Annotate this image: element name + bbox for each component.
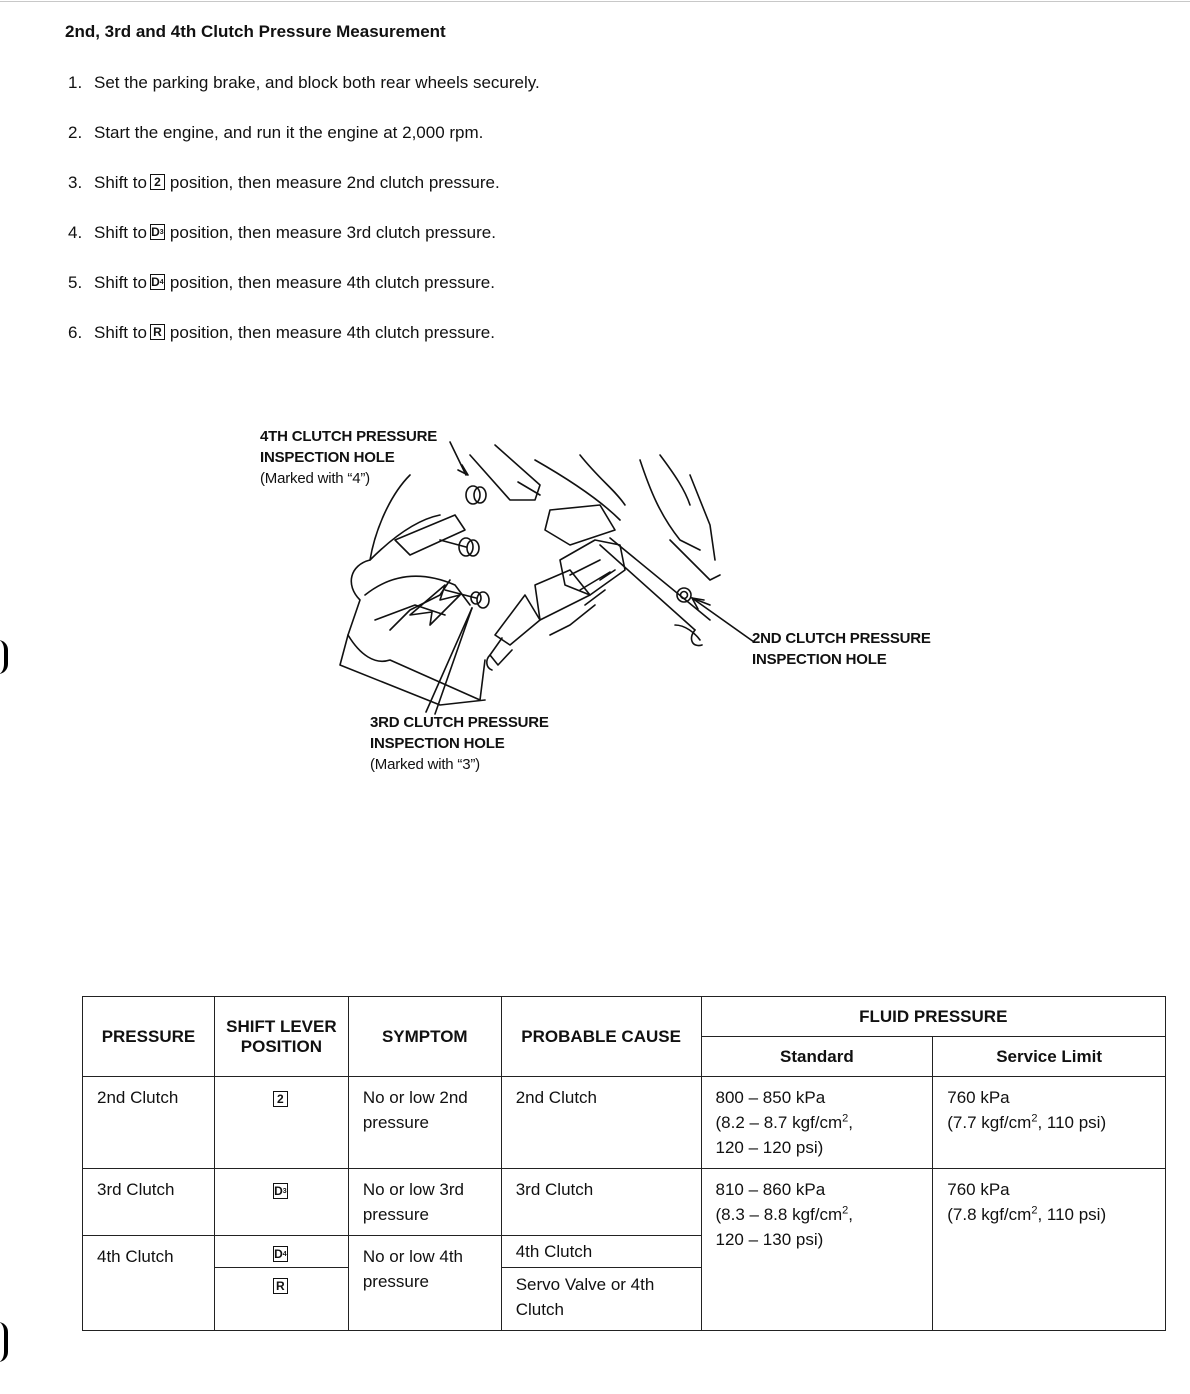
- step-text-post: position, then measure 3rd clutch pressure.: [169, 223, 496, 242]
- procedure-steps: [68, 70, 540, 370]
- callout-4th-clutch-hole: 4TH CLUTCH PRESSURE INSPECTION HOLE (Marked with “4”): [260, 428, 438, 487]
- cell-lever-d4: [214, 1236, 348, 1268]
- step-number: 5.: [68, 273, 83, 292]
- shift-position-d4-icon: D 4: [274, 1247, 287, 1261]
- cell-cause-servo: Servo Valve or 4th Clutch: [501, 1268, 701, 1331]
- page-title: 2nd, 3rd and 4th Clutch Pressure Measurement: [65, 22, 446, 41]
- cell-cause-4th: 4th Clutch: [501, 1236, 701, 1268]
- cell-pressure: 4th Clutch: [83, 1236, 215, 1331]
- table-row-3rd-clutch: [83, 1169, 1166, 1236]
- header-pressure: PRESSURE: [83, 997, 215, 1077]
- shift-position-d4-icon: D 4: [151, 275, 164, 289]
- step-text-pre: Shift to: [94, 173, 147, 192]
- step-text-pre: Shift to: [94, 223, 147, 242]
- cell-pressure: 3rd Clutch: [83, 1169, 215, 1236]
- step-number: 6.: [68, 323, 83, 342]
- shift-position-2-icon: 2: [150, 174, 165, 190]
- step-number: 3.: [68, 173, 83, 192]
- cell-lever: [214, 1169, 348, 1236]
- table-row-2nd-clutch: [83, 1077, 1166, 1169]
- header-fluid-pressure: FLUID PRESSURE: [701, 997, 1165, 1037]
- header-shift-lever-position: SHIFT LEVER POSITION: [214, 997, 348, 1077]
- step-text-pre: Shift to: [94, 273, 147, 292]
- header-standard: Standard: [701, 1037, 933, 1077]
- cell-lever-r: [214, 1268, 348, 1331]
- step-2: [68, 120, 540, 170]
- binder-mark-upper: [0, 640, 8, 674]
- step-5: [68, 270, 540, 320]
- header-symptom: SYMPTOM: [348, 997, 501, 1077]
- step-3: [68, 170, 540, 220]
- step-text-post: position, then measure 4th clutch pressure.: [169, 323, 495, 342]
- cell-pressure: 2nd Clutch: [83, 1077, 215, 1169]
- pressure-spec-table: [82, 996, 1166, 1331]
- callout-2nd-clutch-hole: 2ND CLUTCH PRESSURE INSPECTION HOLE: [752, 630, 931, 668]
- step-text-post: position, then measure 2nd clutch pressure.: [169, 173, 500, 192]
- step-number: 4.: [68, 223, 83, 242]
- step-text-post: position, then measure 4th clutch pressure.: [169, 273, 495, 292]
- binder-mark-lower: [0, 1322, 8, 1362]
- cell-cause: 2nd Clutch: [501, 1077, 701, 1169]
- callout-3rd-clutch-hole: 3RD CLUTCH PRESSURE INSPECTION HOLE (Marked with “3”): [370, 714, 549, 773]
- cell-service-limit: 760 kPa (7.7 kgf/$cm^2$, 110 psi): [933, 1077, 1166, 1169]
- cell-standard: 810 – 860 kPa (8.3 – 8.8 kgf/$cm^2$, 120 – 130 psi): [701, 1169, 933, 1331]
- clutch-pressure-table: [82, 996, 1166, 1330]
- shift-position-r-icon: R: [150, 324, 165, 340]
- cell-symptom: No or low 4th pressure: [348, 1236, 501, 1331]
- shift-position-d3-icon: D 3: [274, 1184, 287, 1198]
- header-probable-cause: PROBABLE CAUSE: [501, 997, 701, 1077]
- step-text-pre: Shift to: [94, 323, 147, 342]
- step-text: Set the parking brake, and block both rear wheels securely.: [94, 73, 540, 92]
- step-text: Start the engine, and run it the engine at 2,000 rpm.: [94, 123, 484, 142]
- shift-position-r-icon: R: [273, 1278, 288, 1294]
- shift-position-2-icon: 2: [273, 1091, 288, 1107]
- header-service-limit: Service Limit: [933, 1037, 1166, 1077]
- cell-symptom: No or low 3rd pressure: [348, 1169, 501, 1236]
- cell-lever: [214, 1077, 348, 1169]
- step-number: 2.: [68, 123, 83, 142]
- step-6: [68, 320, 540, 370]
- step-number: 1.: [68, 73, 83, 92]
- cell-cause: 3rd Clutch: [501, 1169, 701, 1236]
- shift-position-d3-icon: D 3: [151, 225, 164, 239]
- cell-service-limit: 760 kPa (7.8 kgf/$cm^2$, 110 psi): [933, 1169, 1166, 1331]
- transmission-diagram: [240, 420, 980, 790]
- cell-symptom: No or low 2nd pressure: [348, 1077, 501, 1169]
- page-top-rule: [0, 1, 1190, 2]
- step-4: [68, 220, 540, 270]
- cell-standard: 800 – 850 kPa (8.2 – 8.7 kgf/$cm^2$, 120 – 120 psi): [701, 1077, 933, 1169]
- step-1: [68, 70, 540, 120]
